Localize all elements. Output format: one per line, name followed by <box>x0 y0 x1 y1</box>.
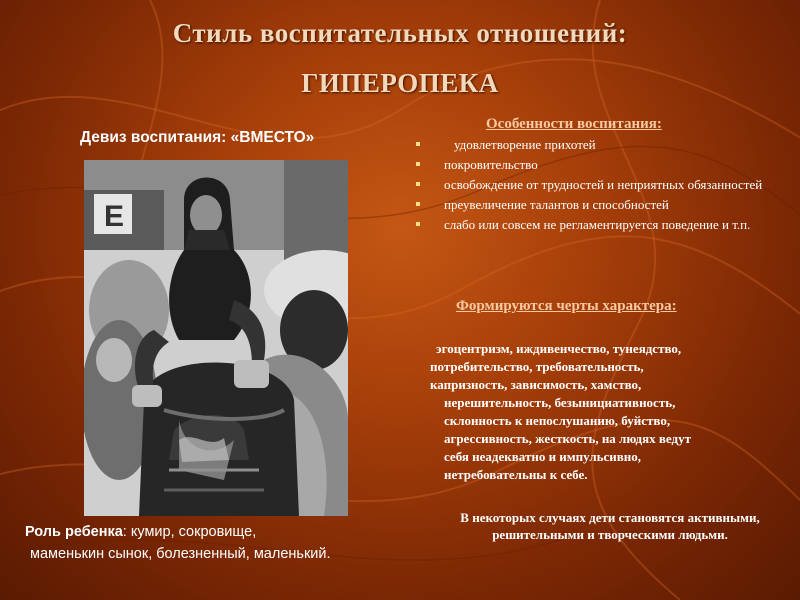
traits-line: агрессивность, жесткость, на людях ведут <box>444 431 691 446</box>
slide-title: Стиль воспитательных отношений: <box>172 18 628 48</box>
traits-line: нетребовательны к себе. <box>444 467 588 482</box>
slide-subtitle: ГИПЕРОПЕКА <box>301 68 499 98</box>
closing-note: В некоторых случаях дети становятся активными, решительными и творческими людьми. <box>460 510 760 542</box>
feature-text: покровительство <box>444 157 538 172</box>
child-role-label: Роль ребенка <box>25 524 123 540</box>
traits-heading: Формируются черты характера: <box>456 298 677 314</box>
list-item <box>414 197 784 213</box>
features-list <box>414 137 784 237</box>
photo-sign-letter: E <box>104 200 125 233</box>
bullet-icon <box>416 142 420 146</box>
traits-line: капризность, зависимость, хамство, <box>430 377 642 392</box>
bullet-icon <box>416 202 420 206</box>
list-item <box>414 157 784 173</box>
feature-text: слабо или совсем не регламентируется поведение и т.п. <box>444 217 751 232</box>
feature-text: преувеличение талантов и способностей <box>444 197 669 212</box>
upbringing-motto: Девиз воспитания: «ВМЕСТО» <box>80 129 315 146</box>
feature-text: освобождение от трудностей и неприятных обязанностей <box>444 177 763 192</box>
child-role <box>25 521 455 565</box>
child-role-line1: : кумир, сокровище, <box>122 524 257 540</box>
list-item <box>414 177 784 193</box>
feature-text: удовлетворение прихотей <box>454 137 596 152</box>
traits-line: склонность к непослушанию, буйство, <box>444 413 671 428</box>
list-item <box>414 137 784 153</box>
bullet-icon <box>416 182 420 186</box>
traits-text <box>430 340 790 484</box>
child-role-line2: маменькин сынок, болезненный, маленький. <box>30 546 331 562</box>
traits-line: себя неадекватно и импульсивно, <box>444 449 642 464</box>
traits-line: потребительство, требовательность, <box>430 359 644 374</box>
traits-line: нерешительность, безынициативность, <box>444 395 676 410</box>
bullet-icon <box>416 162 420 166</box>
features-heading: Особенности воспитания: <box>486 116 662 132</box>
photo-man-with-child <box>84 160 348 516</box>
bullet-icon <box>416 222 420 226</box>
traits-line: эгоцентризм, иждивенчество, тунеядство, <box>436 341 682 356</box>
list-item <box>414 217 784 233</box>
